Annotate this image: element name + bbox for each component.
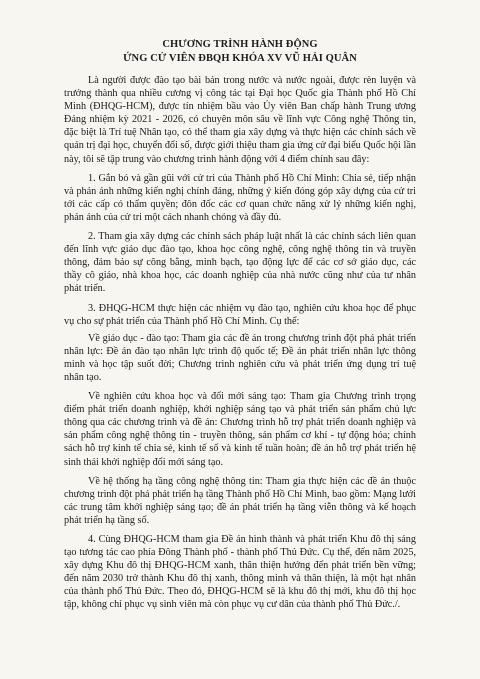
research-paragraph: Về nghiên cứu khoa học và đổi mới sáng tạo: Tham gia Chương trình trọng điểm phát triển doanh nghiệp, khởi nghiệp sáng tạo và phát triển sản phẩm chủ lực thông qua các chương trình và đề án: Chương trình hỗ trợ phát triển doanh nghiệp và sản phẩm công nghệ thông tin - truyền thông, sản phẩm cơ khí - tự động hóa; chính sách hỗ trợ kinh tế chia sẻ, kinh tế số và kinh tế tuần hoàn; đề án hỗ trợ phát triển hệ sinh thái khởi nghiệp đổi mới sáng tạo. [64,391,416,468]
point-1-paragraph: 1. Gắn bó và gần gũi với cử tri của Thành phố Hồ Chí Minh: Chia sẻ, tiếp nhận và phản ánh những kiến nghị chính đáng, những ý kiến đóng góp xây dựng của cử tri tới các cấp có thẩm quyền; đôn đốc các cơ quan chức năng xử lý những kiến nghị, phản ánh của cử tri một cách nhanh chóng và đầy đủ. [64,172,416,223]
point-4-paragraph: 4. Cùng ĐHQG-HCM tham gia Đề án hình thành và phát triển Khu đô thị sáng tạo tương tác cao phía Đông Thành phố - thành phố Thủ Đức. Cụ thể, đến năm 2025, xây dựng Khu đô thị ĐHQG-HCM xanh, thân thiện hướng đến phát triển bền vững; đến năm 2030 trở thành Khu đô thị xanh, thông minh và thân thiện, là một hạt nhân của thành phố Thủ Đức. Theo đó, ĐHQG-HCM sẽ là khu đô thị mới, khu đô thị học tập, không chỉ phục vụ sinh viên mà còn phục vụ cư dân của thành phố Thủ Đức./. [64,534,416,611]
document-title: CHƯƠNG TRÌNH HÀNH ĐỘNG [162,39,318,50]
document-subtitle: ỨNG CỬ VIÊN ĐBQH KHÓA XV VŨ HẢI QUÂN [123,53,357,64]
point-3-paragraph: 3. ĐHQG-HCM thực hiện các nhiệm vụ đào tạo, nghiên cứu khoa học để phục vụ cho sự phát triển của Thành phố Hồ Chí Minh. Cụ thể: [64,302,416,327]
infrastructure-paragraph: Về hệ thống hạ tầng công nghệ thông tin: Tham gia thực hiện các đề án thuộc chương trình đột phá phát triển hạ tầng Thành phố Hồ Chí Minh, bao gồm: Mạng lưới các trung tâm khởi nghiệp sáng tạo; đề án phát triển hạ tầng viễn thông và kế hoạch phát triển hạ tầng số. [64,475,416,526]
intro-paragraph: Là người được đào tạo bài bản trong nước và nước ngoài, được rèn luyện và trưởng thành qua nhiều cương vị công tác tại Đại học Quốc gia Thành phố Hồ Chí Minh (ĐHQG-HCM), được tín nhiệm bầu vào Ủy viên Ban chấp hành Trung ương Đảng nhiệm kỳ 2021 - 2026, có chuyên môn sâu về lĩnh vực Công nghệ Thông tin, đặc biệt là Trí tuệ Nhân tạo, có thể tham gia xây dựng và thực hiện các chính sách về quản trị đại học, chuyển đổi số, được giới thiệu tham gia ứng cử đại biểu Quốc hội lần này, tôi sẽ tập trung vào chương trình hành động với 4 điểm chính sau đây: [64,75,416,165]
point-2-paragraph: 2. Tham gia xây dựng các chính sách pháp luật nhất là các chính sách liên quan đến lĩnh vực giáo dục đào tạo, khoa học công nghệ, công nghệ thông tin và truyền thông, đảm bảo sự công bằng, minh bạch, tạo động lực để các cơ sở giáo dục, các thầy cô giáo, nhà khoa học, các doanh nghiệp của nhà nước cũng như của tư nhân phát triển. [64,231,416,295]
education-paragraph: Về giáo dục - đào tạo: Tham gia các đề án trong chương trình đột phá phát triển nhân lực: Đề án đào tạo nhân lực trình độ quốc tế; Đề án phát triển nhân lực thông minh và học tập suốt đời; Chương trình nghiên cứu và phát triển ứng dụng trí tuệ nhân tạo. [64,332,416,383]
